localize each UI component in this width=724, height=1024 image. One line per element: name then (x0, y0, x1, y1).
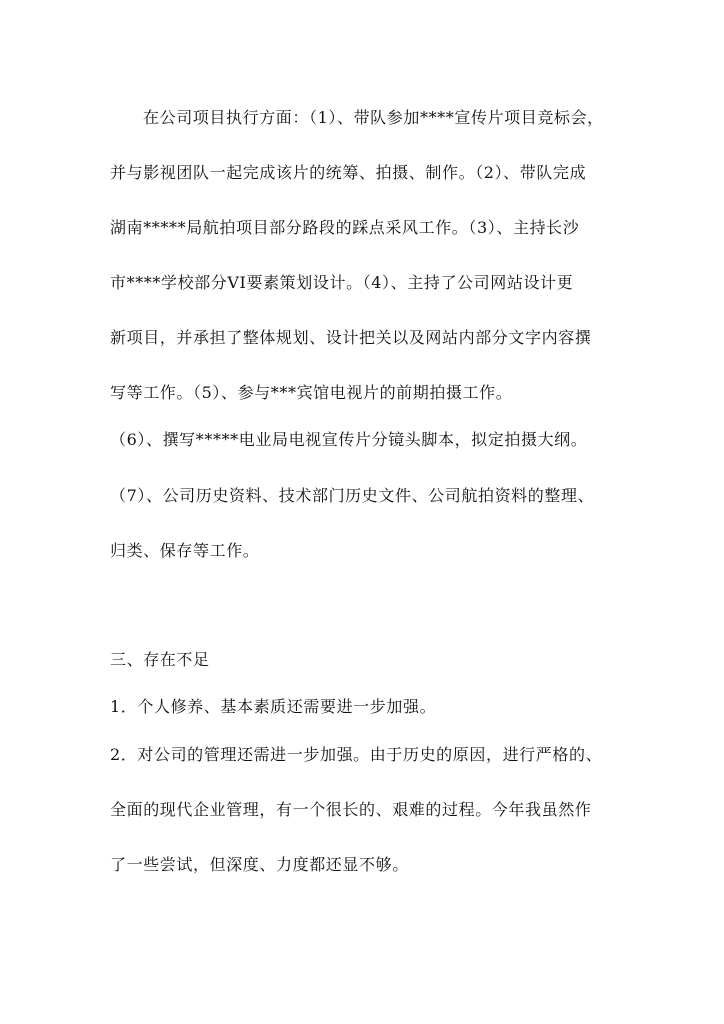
paragraph-line: 归类、保存等工作。 (110, 541, 260, 560)
list-item: 2．对公司的管理还需进一步加强。由于历史的原因，进行严格的、 (110, 745, 603, 764)
paragraph-line: 市****学校部分VI要素策划设计。（4）、主持了公司网站设计更 (110, 273, 574, 292)
list-item: 1．个人修养、基本素质还需要进一步加强。 (110, 697, 437, 716)
paragraph-line: 了一些尝试，但深度、力度都还显不够。 (110, 855, 409, 874)
paragraph-line: 全面的现代企业管理，有一个很长的、艰难的过程。今年我虽然作 (110, 800, 592, 819)
paragraph-line: （7）、公司历史资料、技术部门历史文件、公司航拍资料的整理、 (110, 486, 595, 505)
paragraph-line: （6）、撰写*****电业局电视宣传片分镜头脚本，拟定拍摄大纲。 (110, 430, 588, 449)
paragraph-line: 新项目，并承担了整体规划、设计把关以及网站内部分文字内容撰 (110, 328, 592, 347)
paragraph-line: 并与影视团队一起完成该片的统筹、拍摄、制作。（2）、带队完成 (110, 163, 587, 182)
paragraph-line: 写等工作。（5）、参与***宾馆电视片的前期拍摄工作。 (110, 383, 513, 402)
paragraph-line: 湖南*****局航拍项目部分路段的踩点采风工作。（3）、主持长沙 (110, 218, 580, 237)
section-heading: 三、存在不足 (110, 650, 210, 669)
paragraph-line: 在公司项目执行方面：（1）、带队参加****宣传片项目竞标会， (143, 108, 604, 127)
